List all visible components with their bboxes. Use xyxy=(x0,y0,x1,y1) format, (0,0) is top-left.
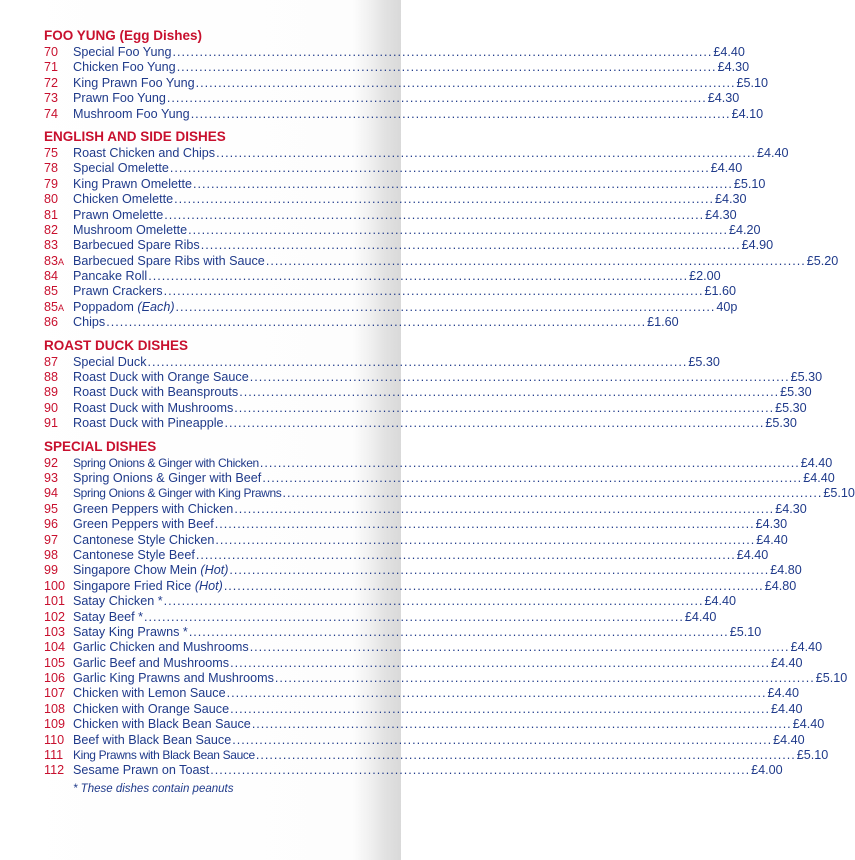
dot-leader xyxy=(189,625,729,640)
item-price: £5.30 xyxy=(765,416,797,431)
item-name xyxy=(73,91,166,106)
dot-leader xyxy=(201,238,741,253)
item-name xyxy=(73,656,229,671)
menu-item xyxy=(44,145,789,161)
item-name xyxy=(73,471,261,486)
item-number: 71 xyxy=(44,60,59,75)
item-number: 87 xyxy=(44,354,59,369)
item-name xyxy=(73,192,173,207)
dot-leader xyxy=(170,161,710,176)
item-price: £4.40 xyxy=(792,717,825,732)
item-price: £4.30 xyxy=(775,501,807,516)
item-price: £4.30 xyxy=(717,60,750,75)
item-name-text: King Prawns with Black Bean Sauce xyxy=(73,748,255,763)
item-price: £4.40 xyxy=(767,686,799,701)
menu-item xyxy=(44,748,829,763)
item-name-text: Chicken with Lemon Sauce xyxy=(73,686,226,701)
item-price: £5.10 xyxy=(815,671,848,686)
menu-item xyxy=(44,370,823,385)
item-price: £5.10 xyxy=(796,748,829,763)
menu-item xyxy=(44,400,807,416)
item-name-text: Green Peppers with Beef xyxy=(73,517,214,532)
item-name xyxy=(73,60,176,75)
item-price: £4.40 xyxy=(684,609,717,624)
dot-leader xyxy=(256,748,796,763)
menu-item xyxy=(44,238,774,253)
menu-item xyxy=(44,299,738,315)
item-name xyxy=(73,671,274,686)
item-name-text: Chicken with Orange Sauce xyxy=(73,701,230,716)
item-name xyxy=(73,238,200,253)
menu-item xyxy=(44,75,768,91)
item-name xyxy=(73,300,175,315)
item-name xyxy=(73,284,163,299)
menu-item xyxy=(44,315,679,330)
item-name-text: Special Duck xyxy=(73,354,147,369)
menu-item xyxy=(44,385,812,400)
menu-item xyxy=(44,655,803,671)
item-name-text: Garlic Chicken and Mushrooms xyxy=(73,640,249,655)
item-name-text: Satay Chicken * xyxy=(73,594,163,609)
item-price: £4.30 xyxy=(755,517,788,532)
item-name xyxy=(73,579,223,594)
item-name xyxy=(73,269,147,284)
item-name xyxy=(73,416,224,431)
menu-content xyxy=(44,27,855,797)
menu-item xyxy=(44,609,717,625)
dot-leader xyxy=(230,702,770,717)
item-name-text: Singapore Fried Rice xyxy=(73,578,192,593)
item-price: £4.40 xyxy=(756,532,788,547)
item-number: 82 xyxy=(44,222,59,237)
item-price: £4.40 xyxy=(790,640,823,655)
item-name-text: Barbecued Spare Ribs with Sauce xyxy=(73,253,265,268)
item-name-text: Spring Onions & Ginger with King Prawns xyxy=(73,486,282,501)
dot-leader xyxy=(239,385,779,400)
menu-item xyxy=(44,501,807,517)
menu-item xyxy=(44,640,823,655)
item-number: 97 xyxy=(44,532,59,547)
dot-leader xyxy=(232,733,772,748)
menu-item xyxy=(44,470,835,486)
item-name-text: Special Omelette xyxy=(73,161,169,176)
item-name xyxy=(73,107,190,122)
dot-leader xyxy=(275,671,815,686)
menu-item xyxy=(44,717,825,732)
dot-leader xyxy=(230,656,770,671)
dot-leader xyxy=(176,300,716,315)
section-title-english-side: ENGLISH AND SIDE DISHES xyxy=(44,128,226,144)
item-name xyxy=(73,502,233,517)
dot-leader xyxy=(144,610,684,625)
item-number: 104 xyxy=(44,640,66,655)
item-name-text: Roast Duck with Pineapple xyxy=(73,416,224,431)
dot-leader xyxy=(262,471,802,486)
item-number: 105 xyxy=(44,655,66,670)
item-name xyxy=(73,625,188,640)
item-number: 83A xyxy=(44,253,65,268)
item-name xyxy=(73,208,163,223)
section-items-english-side xyxy=(44,145,839,331)
item-price: £5.20 xyxy=(806,253,839,268)
menu-item xyxy=(44,563,802,578)
item-name xyxy=(73,223,187,238)
item-number: 78 xyxy=(44,161,59,176)
item-number: 92 xyxy=(44,455,59,470)
item-number: 93 xyxy=(44,470,59,485)
item-price: £4.40 xyxy=(736,547,769,562)
menu-item xyxy=(44,517,788,532)
item-name xyxy=(73,456,259,471)
item-number: 80 xyxy=(44,192,59,207)
item-name xyxy=(73,686,226,701)
item-number: 98 xyxy=(44,547,59,562)
menu-item xyxy=(44,269,721,284)
item-name xyxy=(73,563,228,578)
item-name xyxy=(73,76,195,91)
dot-leader xyxy=(193,177,733,192)
item-name-text: Satay Beef * xyxy=(73,609,144,624)
item-number: 90 xyxy=(44,400,59,415)
dot-leader xyxy=(106,315,646,330)
dot-leader xyxy=(210,763,750,778)
section-items-special xyxy=(44,455,855,779)
item-price: £4.40 xyxy=(770,655,803,670)
item-price: £1.60 xyxy=(704,284,736,299)
item-price: 40p xyxy=(716,299,738,314)
item-name xyxy=(73,315,105,330)
dot-leader xyxy=(225,416,765,431)
item-name xyxy=(73,733,231,748)
menu-item xyxy=(44,547,769,563)
menu-item xyxy=(44,416,797,431)
menu-item xyxy=(44,192,747,207)
dot-leader xyxy=(188,223,728,238)
item-price: £4.20 xyxy=(728,222,761,237)
item-name-text: Poppadom xyxy=(73,299,134,314)
item-name-text: Prawn Foo Yung xyxy=(73,91,166,106)
dot-leader xyxy=(224,579,764,594)
item-name-text: Barbecued Spare Ribs xyxy=(73,238,200,253)
item-name xyxy=(73,486,281,501)
item-number: 70 xyxy=(44,45,59,59)
item-number: 108 xyxy=(44,701,66,716)
item-name xyxy=(73,161,169,176)
item-number: 96 xyxy=(44,517,59,532)
item-number: 100 xyxy=(44,578,66,593)
menu-item xyxy=(44,624,762,640)
item-name xyxy=(73,533,214,548)
item-name xyxy=(73,370,249,385)
item-name-text: Prawn Omelette xyxy=(73,207,164,222)
item-number: 74 xyxy=(44,106,59,121)
item-number: 101 xyxy=(44,594,66,609)
item-name-text: Mushroom Foo Yung xyxy=(73,106,190,121)
item-name xyxy=(73,610,143,625)
item-name xyxy=(73,177,192,192)
item-name-text: Mushroom Omelette xyxy=(73,222,188,237)
dot-leader xyxy=(234,401,774,416)
item-price: £5.30 xyxy=(780,385,812,400)
menu-item xyxy=(44,594,736,609)
menu-item xyxy=(44,354,720,370)
item-name-text: Prawn Crackers xyxy=(73,284,163,299)
item-price: £4.40 xyxy=(704,594,736,609)
dot-leader xyxy=(250,640,790,655)
item-price: £4.40 xyxy=(773,732,805,747)
item-name-text: Spring Onions & Ginger with Chicken xyxy=(73,455,259,470)
menu-item xyxy=(44,686,799,701)
item-number: 106 xyxy=(44,671,66,686)
item-price: £5.10 xyxy=(823,486,855,501)
item-name xyxy=(73,640,249,655)
dot-leader xyxy=(215,517,755,532)
item-number: 81 xyxy=(44,207,59,222)
item-name-text: Roast Duck with Mushrooms xyxy=(73,400,234,415)
item-price: £4.10 xyxy=(731,106,764,121)
item-price: £5.30 xyxy=(790,370,823,385)
item-number: 112 xyxy=(44,763,65,778)
item-name-text: Chicken Omelette xyxy=(73,192,174,207)
menu-item xyxy=(44,732,805,748)
peanut-footnote: * These dishes contain peanuts xyxy=(73,782,234,795)
item-number: 85A xyxy=(44,299,65,314)
menu-item xyxy=(44,106,764,122)
menu-item xyxy=(44,45,745,60)
item-name-text: Special Foo Yung xyxy=(73,45,172,59)
item-price: £4.30 xyxy=(714,192,747,207)
dot-leader xyxy=(252,717,792,732)
menu-item xyxy=(44,222,761,238)
item-number: 109 xyxy=(44,717,66,732)
menu-item xyxy=(44,253,839,269)
item-name-text: Chicken Foo Yung xyxy=(73,60,176,75)
dot-leader xyxy=(216,146,756,161)
item-name xyxy=(73,401,233,416)
item-number: 111 xyxy=(44,748,64,763)
dot-leader xyxy=(260,456,800,471)
menu-item xyxy=(44,486,855,501)
item-number: 103 xyxy=(44,624,66,639)
item-name-text: Green Peppers with Chicken xyxy=(73,501,234,516)
item-price: £5.10 xyxy=(736,75,768,90)
item-number: 84 xyxy=(44,269,59,284)
item-price: £4.40 xyxy=(713,45,745,59)
menu-item xyxy=(44,578,797,594)
menu-item xyxy=(44,91,740,106)
item-number: 91 xyxy=(44,416,59,431)
section-title-special: SPECIAL DISHES xyxy=(44,438,157,454)
menu-item xyxy=(44,455,833,471)
item-number: 75 xyxy=(44,145,59,160)
item-name xyxy=(73,254,265,269)
item-price: £4.80 xyxy=(770,563,802,578)
dot-leader xyxy=(191,107,731,122)
item-name-note: (Hot) xyxy=(200,563,229,578)
dot-leader xyxy=(229,563,769,578)
section-items-foo-yung xyxy=(44,45,768,122)
item-name-text: Garlic Beef and Mushrooms xyxy=(73,655,230,670)
item-name-text: King Prawn Foo Yung xyxy=(73,75,195,90)
dot-leader xyxy=(164,208,704,223)
dot-leader xyxy=(148,269,688,284)
item-number: 73 xyxy=(44,91,59,106)
item-name xyxy=(73,594,163,609)
item-number: 86 xyxy=(44,315,59,330)
item-number: 72 xyxy=(44,75,59,90)
menu-item xyxy=(44,161,743,176)
menu-item xyxy=(44,176,766,192)
item-name-note: (Each) xyxy=(137,299,175,314)
menu-item xyxy=(44,701,803,717)
item-name xyxy=(73,702,229,717)
item-price: £5.30 xyxy=(688,354,720,369)
item-number: 102 xyxy=(44,609,66,624)
section-title-roast-duck: ROAST DUCK DISHES xyxy=(44,337,189,353)
item-name-text: King Prawn Omelette xyxy=(73,176,192,191)
item-price: £4.00 xyxy=(751,763,783,778)
menu-item xyxy=(44,60,750,75)
item-number: 79 xyxy=(44,176,59,191)
item-number: 88 xyxy=(44,370,59,385)
item-number: 99 xyxy=(44,563,59,578)
item-price: £4.40 xyxy=(756,145,789,160)
section-items-roast-duck xyxy=(44,354,823,432)
menu-item xyxy=(44,207,737,223)
item-name xyxy=(73,517,214,532)
item-price: £5.10 xyxy=(733,176,766,191)
item-number: 89 xyxy=(44,385,59,400)
item-price: £4.40 xyxy=(803,470,835,485)
item-name-text: Satay King Prawns * xyxy=(73,624,188,639)
menu-item xyxy=(44,671,848,686)
item-name xyxy=(73,355,147,370)
item-price: £4.80 xyxy=(764,578,797,593)
item-number: 95 xyxy=(44,501,59,516)
item-name-text: Cantonese Style Chicken xyxy=(73,532,215,547)
item-price: £4.30 xyxy=(705,207,737,222)
item-price: £4.40 xyxy=(800,455,833,470)
item-name-text: Roast Duck with Beansprouts xyxy=(73,385,239,400)
dot-leader xyxy=(227,686,767,701)
item-name-text: Chicken with Black Bean Sauce xyxy=(73,717,251,732)
dot-leader xyxy=(215,533,755,548)
item-name-text: Garlic King Prawns and Mushrooms xyxy=(73,671,274,686)
item-price: £1.60 xyxy=(647,315,679,330)
item-price: £2.00 xyxy=(689,269,721,284)
item-price: £5.10 xyxy=(729,624,762,639)
item-price: £5.30 xyxy=(775,400,807,415)
item-name xyxy=(73,548,195,563)
item-name-text: Pancake Roll xyxy=(73,269,148,284)
item-name xyxy=(73,717,251,732)
dot-leader xyxy=(164,284,704,299)
menu-item xyxy=(44,763,783,778)
item-number: 94 xyxy=(44,486,59,501)
item-name-text: Roast Chicken and Chips xyxy=(73,145,216,160)
dot-leader xyxy=(173,45,713,60)
dot-leader xyxy=(167,91,707,106)
item-name xyxy=(73,763,209,778)
item-number: 83 xyxy=(44,238,59,253)
item-price: £4.40 xyxy=(770,701,803,716)
dot-leader xyxy=(234,502,774,517)
item-name xyxy=(73,385,238,400)
item-name-text: Singapore Chow Mein xyxy=(73,563,197,578)
item-number: 85 xyxy=(44,284,59,299)
item-name-note: (Hot) xyxy=(194,578,223,593)
dot-leader xyxy=(282,486,822,501)
item-name-text: Spring Onions & Ginger with Beef xyxy=(73,470,262,485)
menu-item xyxy=(44,532,788,548)
dot-leader xyxy=(196,548,736,563)
item-price: £4.30 xyxy=(707,91,740,106)
item-price: £4.90 xyxy=(741,238,774,253)
item-price: £4.40 xyxy=(710,161,743,176)
item-number: 110 xyxy=(44,732,65,747)
dot-leader xyxy=(250,370,790,385)
dot-leader xyxy=(196,76,736,91)
item-name xyxy=(73,748,255,763)
item-name-text: Beef with Black Bean Sauce xyxy=(73,732,232,747)
dot-leader xyxy=(148,355,688,370)
item-name-text: Chips xyxy=(73,315,106,330)
section-title-foo-yung: FOO YUNG (Egg Dishes) xyxy=(44,28,203,43)
item-name xyxy=(73,146,215,161)
item-name-text: Sesame Prawn on Toast xyxy=(73,763,210,778)
item-number: 107 xyxy=(44,686,66,701)
item-name xyxy=(73,45,172,60)
item-name-text: Cantonese Style Beef xyxy=(73,547,195,562)
dot-leader xyxy=(177,60,717,75)
item-name-text: Roast Duck with Orange Sauce xyxy=(73,370,249,385)
menu-item xyxy=(44,284,736,299)
dot-leader xyxy=(164,594,704,609)
dot-leader xyxy=(174,192,714,207)
dot-leader xyxy=(266,254,806,269)
